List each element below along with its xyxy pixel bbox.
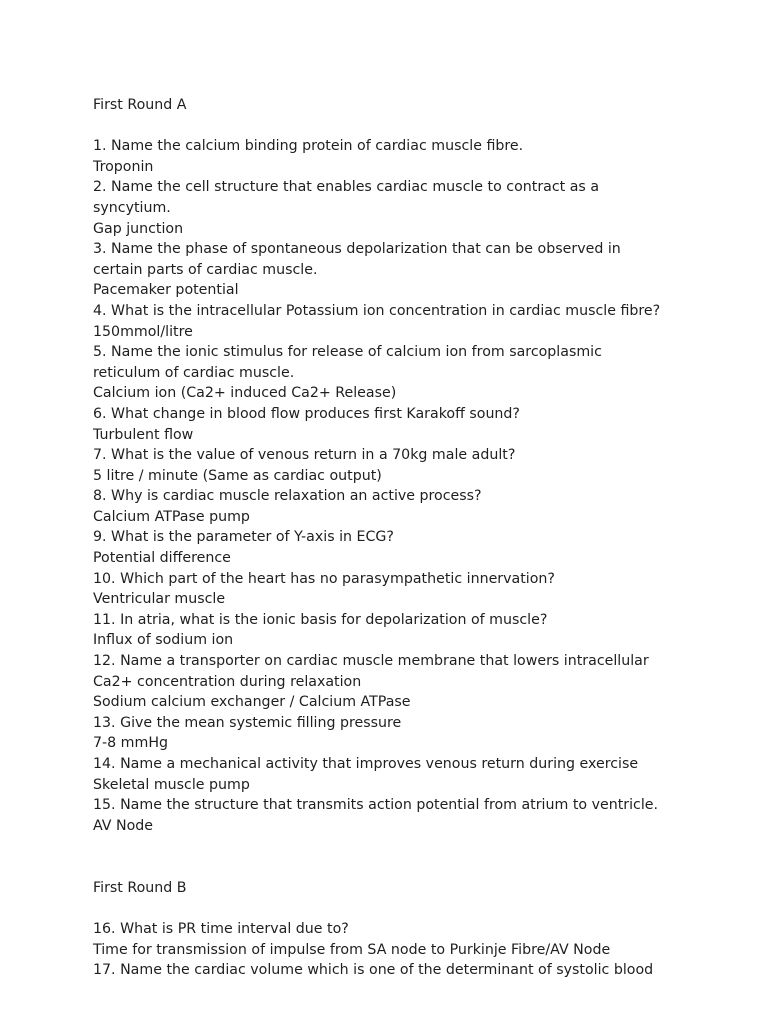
question-text: 17. Name the cardiac volume which is one of the determinant of systolic blood xyxy=(93,962,654,979)
answer-text: 7-8 mmHg xyxy=(93,735,168,752)
answer-text: Skeletal muscle pump xyxy=(93,776,250,793)
answer-text: Calcium ion (Ca2+ induced Ca2+ Release) xyxy=(93,385,397,402)
answer-text: Influx of sodium ion xyxy=(93,632,234,649)
section-heading: First Round B xyxy=(93,879,187,896)
question-text: 7. What is the value of venous return in a 70kg male adult? xyxy=(93,447,516,464)
answer-text: Pacemaker potential xyxy=(93,282,239,299)
question-text: 15. Name the structure that transmits action potential from atrium to ventricle. xyxy=(93,797,659,814)
answer-text: Potential difference xyxy=(93,550,231,567)
question-text: 11. In atria, what is the ionic basis for depolarization of muscle? xyxy=(93,611,548,628)
question-text: 13. Give the mean systemic filling pressure xyxy=(93,714,402,731)
question-text: 1. Name the calcium binding protein of cardiac muscle fibre. xyxy=(93,138,524,155)
answer-text: Time for transmission of impulse from SA node to Purkinje Fibre/AV Node xyxy=(93,941,611,958)
question-text: 16. What is PR time interval due to? xyxy=(93,921,349,938)
question-text: 3. Name the phase of spontaneous depolarization that can be observed in certain parts of cardiac muscle. xyxy=(93,241,621,278)
answer-text: Gap junction xyxy=(93,220,184,237)
question-text: 5. Name the ionic stimulus for release of calcium ion from sarcoplasmic reticulum of cardiac muscle. xyxy=(93,344,602,381)
answer-text: Troponin xyxy=(93,158,154,175)
answer-text: 5 litre / minute (Same as cardiac output) xyxy=(93,467,382,484)
section-heading: First Round A xyxy=(93,97,187,113)
answer-text: Sodium calcium exchanger / Calcium ATPase xyxy=(93,694,411,711)
question-text: 9. What is the parameter of Y-axis in ECG? xyxy=(93,529,394,546)
question-list xyxy=(93,919,733,981)
answer-text: Turbulent flow xyxy=(93,426,194,443)
answer-text: AV Node xyxy=(93,817,154,834)
question-text: 2. Name the cell structure that enables cardiac muscle to contract as a syncytium. xyxy=(93,179,600,216)
question-text: 10. Which part of the heart has no parasympathetic innervation? xyxy=(93,570,555,587)
question-text: 6. What change in blood flow produces first Karakoff sound? xyxy=(93,405,520,422)
question-list xyxy=(93,136,733,836)
answer-text: Calcium ATPase pump xyxy=(93,508,250,525)
question-text: 4. What is the intracellular Potassium ion concentration in cardiac muscle fibre? xyxy=(93,302,661,319)
answer-text: 150mmol/litre xyxy=(93,323,193,340)
question-text: 12. Name a transporter on cardiac muscle membrane that lowers intracellular Ca2+ concentration during relaxation xyxy=(93,653,649,690)
question-text: 14. Name a mechanical activity that improves venous return during exercise xyxy=(93,756,639,772)
document-body xyxy=(93,95,733,981)
question-text: 8. Why is cardiac muscle relaxation an active process? xyxy=(93,488,482,505)
answer-text: Ventricular muscle xyxy=(93,591,226,608)
